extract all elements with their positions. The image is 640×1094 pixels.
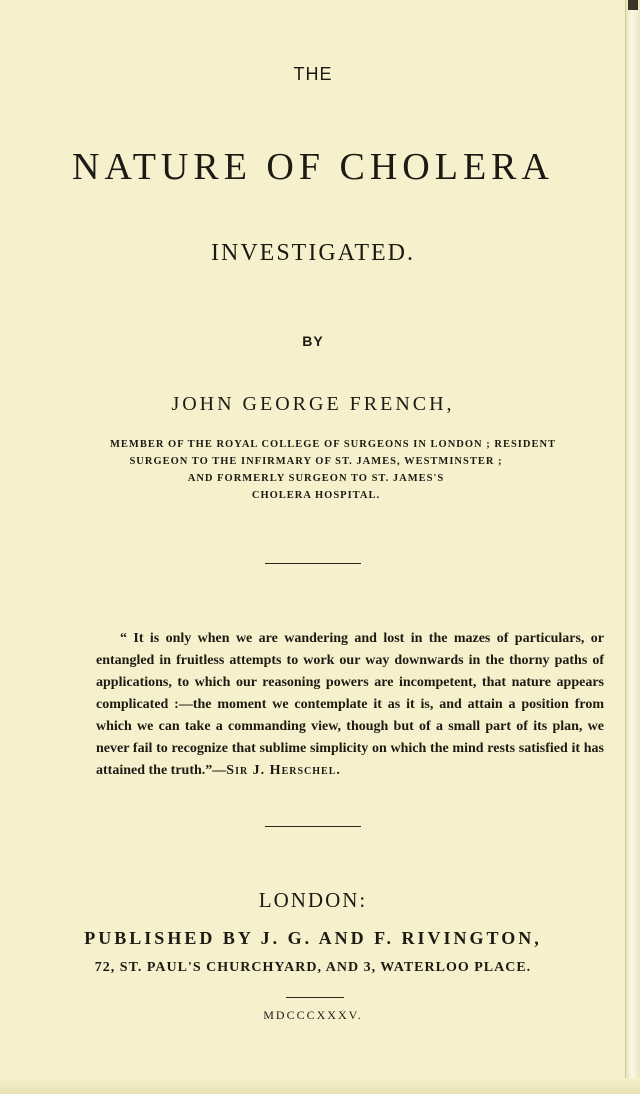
quote-attribution: Sir J. Herschel. [226, 763, 341, 778]
credential-line: SURGEON TO THE INFIRMARY OF ST. JAMES, WESTMINSTER ; [129, 456, 503, 467]
imprint-place: LONDON: [258, 888, 368, 912]
divider-rule [265, 826, 361, 827]
imprint-publisher: PUBLISHED BY J. G. AND F. RIVINGTON, [84, 928, 542, 948]
by-label: BY [302, 333, 324, 349]
page-bottom-edge [0, 1078, 640, 1094]
divider-rule [265, 563, 361, 564]
credential-line: CHOLERA HOSPITAL. [251, 490, 381, 501]
credential-line: AND FORMERLY SURGEON TO ST. JAMES'S [187, 473, 445, 484]
imprint-address: 72, ST. PAUL'S CHURCHYARD, AND 3, WATERLOO PLACE. [94, 960, 532, 975]
divider-rule [286, 997, 344, 998]
title-article: THE [293, 64, 333, 84]
page-edge [625, 0, 640, 1094]
edge-mark [628, 0, 638, 10]
epigraph-quote [96, 628, 604, 782]
main-title: NATURE OF CHOLERA [72, 146, 554, 188]
imprint-date: MDCCCXXXV. [263, 1008, 363, 1022]
quote-text: “ It is only when we are wandering and lost in the mazes of particulars, or entangled in fruitless attempts to work our way downwards in the thorny paths of applications, to which our reasoning powers are incompetent, that nature appears complicated :—the moment we contemplate it as it is, and attain a position from which we can take a commanding view, though but of a small part of its plan, we never fail to recognize that sublime simplicity on which the mind rests satisfied it has attained the truth.”— [96, 631, 604, 778]
credential-line: MEMBER OF THE ROYAL COLLEGE OF SURGEONS IN LONDON ; RESIDENT [110, 439, 557, 450]
author-name: JOHN GEORGE FRENCH, [171, 393, 455, 415]
author-credentials [110, 436, 557, 504]
main-title-continued: INVESTIGATED. [211, 240, 415, 266]
